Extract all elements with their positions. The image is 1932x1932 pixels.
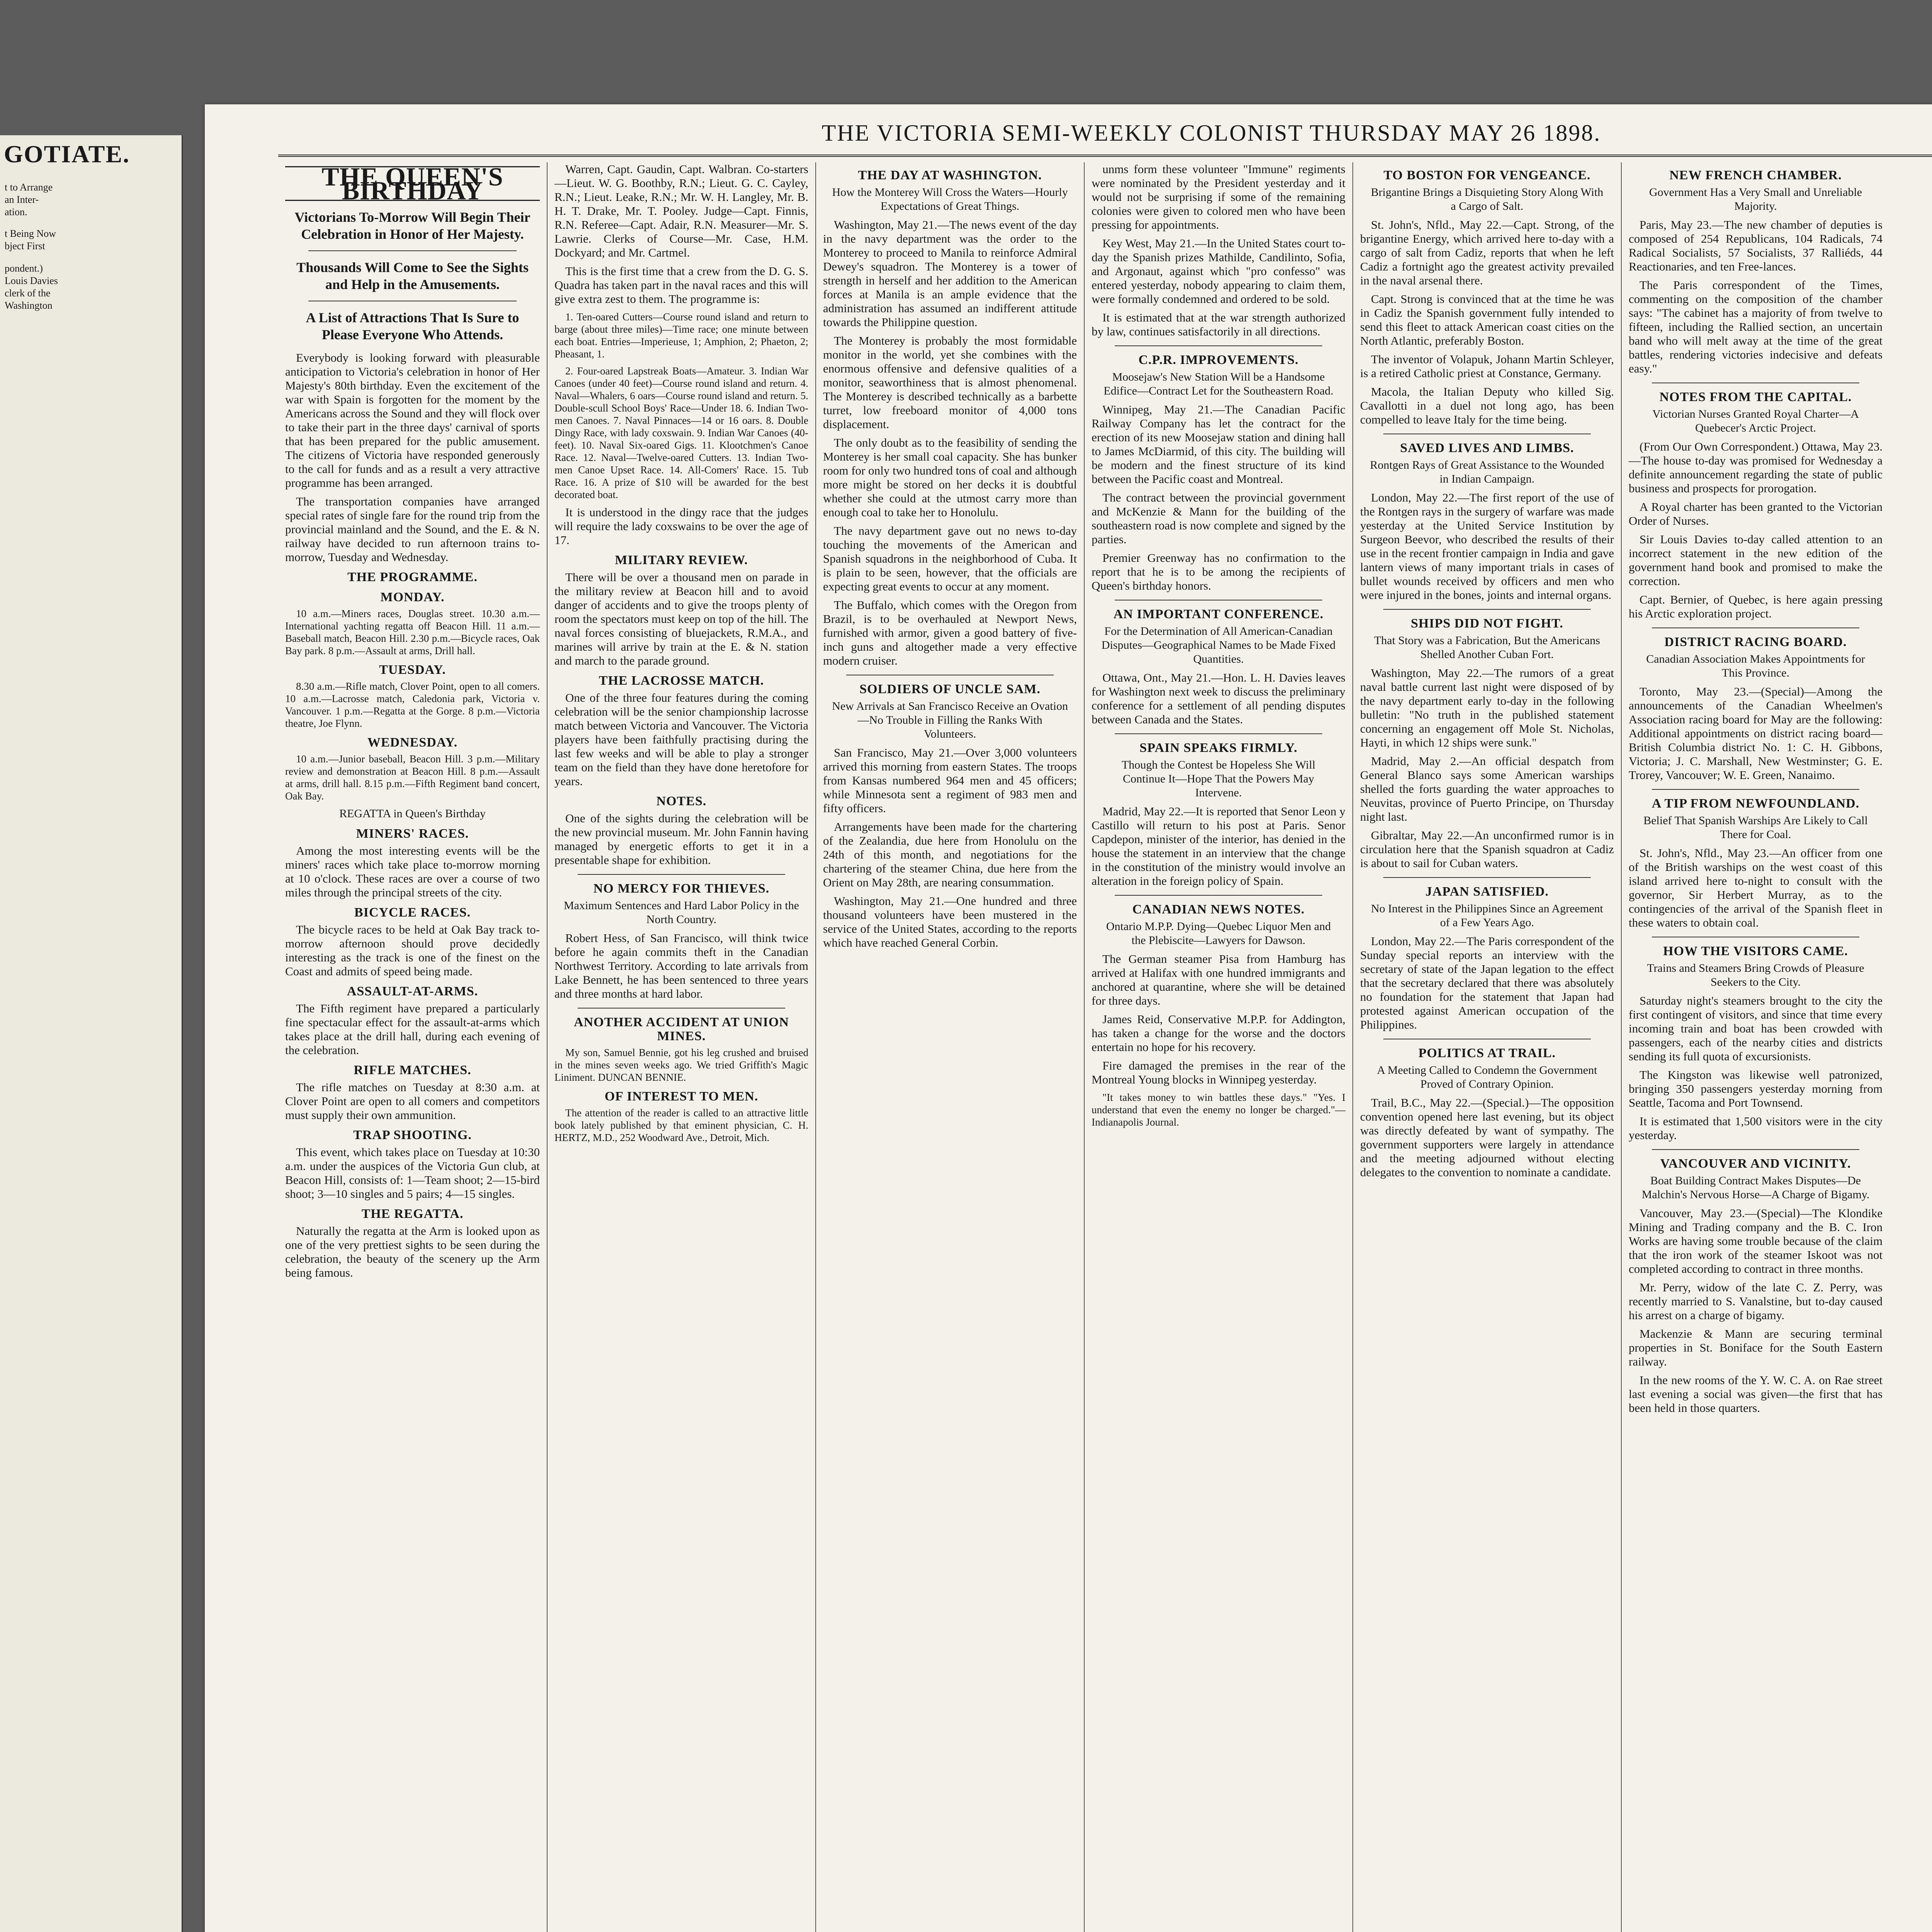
article-headline: SHIPS DID NOT FIGHT. xyxy=(1411,616,1563,631)
article-paragraph: (From Our Own Correspondent.) Ottawa, May 23.—The house to-day was promised for Wednesday a definite announcement regarding the state of public business and prospects for prorogation. xyxy=(1629,440,1883,495)
article-headline: SPAIN SPEAKS FIRMLY. xyxy=(1139,741,1298,755)
article-paragraph: Washington, May 22.—The rumors of a great naval battle current last night were disposed of by the navy department early to-day in the following bulletin: "No truth in the published statement concerning an engagement off Mole St. Nicholas, Hayti, in which 12 ships were sunk." xyxy=(1360,666,1614,749)
schedule-text: 8.30 a.m.—Rifle match, Clover Point, open to all comers. 10 a.m.—Lacrosse match, Caledonia park, Victoria v. Vancouver. 1 p.m.—Regatta at the Gorge. 8 p.m.—Victoria theatre, Joe Flynn. xyxy=(285,680,540,729)
article-subheadline: Government Has a Very Small and Unreliable Majority. xyxy=(1649,186,1862,213)
section-heading: MILITARY REVIEW. xyxy=(615,553,748,567)
article-subheadline: Ontario M.P.P. Dying—Quebec Liquor Men and the Plebiscite—Lawyers for Dawson. xyxy=(1106,920,1331,947)
race-list: 2. Four-oared Lapstreak Boats—Amateur. 3. Indian War Canoes (under 40 feet)—Course round island and return. 4. Naval—Whalers, 6 oars—Course round island and return. 5. Double-scull School Boys' Race—Under 18. 6. Indian Two-men Canoes. 7. Naval Pinnaces—14 or 16 oars. 8. Double Dingy Race, with lady coxswain. 9. Indian War Canoes (40-feet). 10. Naval Six-oared Gigs. 11. Klootchmen's Canoe Race. 12. Naval—Twelve-oared Cutters. 13. Indian Two-men Canoe Upset Race. 14. All-Comers' Race. 15. Tub Race. 16. A prize of $10 will be awarded for the best decorated boat. xyxy=(554,365,808,500)
divider xyxy=(1383,609,1591,610)
article-subheadline: No Interest in the Philippines Since an Agreement of a Few Years Ago. xyxy=(1371,902,1603,929)
race-list: 1. Ten-oared Cutters—Course round island and return to barge (about three miles)—Time race; one minute between each boat. Entries—Imperieuse, 1; Amphion, 2; Phaeton, 2; Pheasant, 1. xyxy=(554,311,808,360)
article-paragraph: The Fifth regiment have prepared a particularly fine spectacular effect for the assault-at-arms which takes place at the drill hall, during each evening of the celebration. xyxy=(285,1002,540,1057)
section-heading: TUESDAY. xyxy=(379,663,446,677)
article-paragraph: Among the most interesting events will be the miners' races which take place to-morrow morning at 10 o'clock. These races are over a course of two miles through the principal streets of the city. xyxy=(285,844,540,899)
schedule-text: 10 a.m.—Miners races, Douglas street. 10.30 a.m.—International yachting regatta off Beacon Hill. 11 a.m.—Baseball match, Beacon Hill. 2.30 p.m.—Bicycle races, Oak Bay park. 8 p.m.—Assault at arms, Drill hall. xyxy=(285,608,540,656)
article-headline: NOTES FROM THE CAPITAL. xyxy=(1659,390,1852,404)
article-paragraph: The navy department gave out no news to-day touching the movements of the American and Spanish squadrons in the neighborhood of Cuba. It is plain to be seen, however, that the officials are expecting great events to occur at any moment. xyxy=(823,524,1077,593)
article-headline: JAPAN SATISFIED. xyxy=(1425,884,1549,899)
article-paragraph: unms form these volunteer "Immune" regiments were nominated by the President yesterday and it would not be surprising if some of the remaining colonies were given to colored men who have been pressing for appointments. xyxy=(1092,162,1345,231)
adjacent-page-fragment xyxy=(0,135,183,1932)
section-heading: ASSAULT-AT-ARMS. xyxy=(347,984,478,998)
article-subheadline: Canadian Association Makes Appointments for This Province. xyxy=(1646,653,1865,679)
article-headline: AN IMPORTANT CONFERENCE. xyxy=(1113,607,1324,621)
article-paragraph: Capt. Strong is convinced that at the time he was in Cadiz the Spanish government fully intended to send this fleet to attack American coast cities on the North Atlantic, preferably Boston. xyxy=(1360,292,1614,347)
fragment-line: an Inter- xyxy=(5,194,39,205)
section-heading: THE LACROSSE MATCH. xyxy=(599,673,764,688)
article-paragraph: The bicycle races to be held at Oak Bay track to-morrow afternoon should prove decidedly interesting as the track is one of the finest on the Coast and admits of speed being made. xyxy=(285,923,540,978)
fragment-line: t Being Now xyxy=(5,228,56,239)
section-heading: THE REGATTA. xyxy=(361,1207,464,1221)
article-paragraph: London, May 22.—The Paris correspondent of the Sunday special reports an interview with the secretary of state of the Japan legation to the effect that the secretary declared that there was absolutely no foundation for the statement that Japan had protested against American occupation of the Philippines. xyxy=(1360,934,1614,1031)
schedule-text: 10 a.m.—Junior baseball, Beacon Hill. 3 p.m.—Military review and demonstration at Beacon Hill. 8 p.m.—Assault at arms, drill hall. 8.15 p.m.—Fifth Regiment band concert, Oak Bay. xyxy=(285,753,540,802)
article-paragraph: One of the three four features during the coming celebration will be the senior championship lacrosse match between Victoria and Vancouver. The Victoria players have been faithfully practising during the last few weeks and will be able to play a stronger team on the field than they have done heretofore for years. xyxy=(554,691,808,788)
article-paragraph: Saturday night's steamers brought to the city the first contingent of visitors, and since that time every incoming train and boat has been crowded with passengers, each of the nearby cities and districts sending its full quota of excursionists. xyxy=(1629,994,1883,1063)
advert-text: The attention of the reader is called to an attractive little book lately published by that eminent physician, C. H. HERTZ, M.D., 252 Woodward Ave., Detroit, Mich. xyxy=(554,1107,808,1143)
article-paragraph: Fire damaged the premises in the rear of the Montreal Young blocks in Winnipeg yesterday. xyxy=(1092,1059,1345,1086)
column-2 xyxy=(547,162,815,1932)
article-headline: CANADIAN NEWS NOTES. xyxy=(1132,902,1305,917)
article-deck: A List of Attractions That Is Sure to Please Everyone Who Attends. xyxy=(306,310,519,342)
article-paragraph: The inventor of Volapuk, Johann Martin Schleyer, is a retired Catholic priest at Constance, Germany. xyxy=(1360,352,1614,380)
article-paragraph: One of the sights during the celebration will be the new provincial museum. Mr. John Fannin having managed by energetic efforts to get it in a presentable shape for exhibition. xyxy=(554,811,808,867)
article-paragraph: Everybody is looking forward with pleasurable anticipation to Victoria's celebration in honor of Her Majesty's 80th birthday. Even the excitement of the war with Spain is forgotten for the moment by the Americans across the Sound and they will flock over to take their part in the three days' carnival of sports that has been prepared for the public amusement. The citizens of Victoria have responded generously to the call for funds and as a result a very attractive programme has been arranged. xyxy=(285,351,540,490)
article-subheadline: Rontgen Rays of Great Assistance to the Wounded in Indian Campaign. xyxy=(1370,459,1604,485)
article-subheadline: Brigantine Brings a Disquieting Story Along With a Cargo of Salt. xyxy=(1371,186,1604,213)
article-headline: SAVED LIVES AND LIMBS. xyxy=(1400,441,1574,455)
divider xyxy=(1652,789,1859,790)
article-paragraph: San Francisco, May 21.—Over 3,000 volunteers arrived this morning from eastern States. The troops from Kansas numbered 964 men and 45 officers; while Minnesota sent a regiment of 983 men and fifty officers. xyxy=(823,746,1077,815)
article-paragraph: Mr. Perry, widow of the late C. Z. Perry, was recently married to S. Vanalstine, but to-day caused his arrest on a charge of bigamy. xyxy=(1629,1281,1883,1322)
article-headline: HOW THE VISITORS CAME. xyxy=(1663,944,1848,958)
article-subheadline: Maximum Sentences and Hard Labor Policy in the North Country. xyxy=(563,899,799,926)
article-paragraph: Capt. Bernier, of Quebec, is here again pressing his Arctic exploration project. xyxy=(1629,593,1883,620)
section-heading: MONDAY. xyxy=(380,590,445,604)
filler-joke: "It takes money to win battles these days." "Yes. I understand that even the enemy no longer be charged."—Indianapolis Journal. xyxy=(1092,1092,1345,1128)
section-heading: BICYCLE RACES. xyxy=(354,905,471,920)
article-headline: NO MERCY FOR THIEVES. xyxy=(593,881,770,896)
fragment-line: clerk of the xyxy=(5,287,51,299)
article-paragraph: Ottawa, Ont., May 21.—Hon. L. H. Davies leaves for Washington next week to discuss the preliminary conference for a settlement of all pending disputes between Canada and the States. xyxy=(1092,671,1345,726)
article-paragraph: There will be over a thousand men on parade in the military review at Beacon hill and to avoid danger of accidents and to give the troops plenty of room the spectators must keep on top of the hill. The naval forces consisting of bluejackets, R.M.A., and marines will arrive by train at the E. & N. station and march to the parade ground. xyxy=(554,570,808,667)
article-subheadline: Moosejaw's New Station Will be a Handsome Edifice—Contract Let for the Southeastern Road. xyxy=(1104,371,1333,397)
article-subheadline: Trains and Steamers Bring Crowds of Pleasure Seekers to the City. xyxy=(1647,962,1864,988)
column-5 xyxy=(1352,162,1621,1932)
adjacent-page-headline: GOTIATE. xyxy=(4,140,130,168)
fragment-line: t to Arrange xyxy=(5,182,53,193)
article-paragraph: It is estimated that 1,500 visitors were in the city yesterday. xyxy=(1629,1114,1883,1142)
section-subheading: REGATTA in Queen's Birthday xyxy=(339,807,486,820)
article-paragraph: In the new rooms of the Y. W. C. A. on Rae street last evening a social was given—the first that has been held in those quarters. xyxy=(1629,1373,1883,1415)
article-paragraph: Sir Louis Davies to-day called attention to an incorrect statement in the new edition of the government hand book and promised to make the correction. xyxy=(1629,532,1883,588)
article-paragraph: Arrangements have been made for the chartering of the Zealandia, due here from Honolulu on the 24th of this month, and negotiations for the chartering of the steamer China, due here from the Orient on May 28th, are nearing consummation. xyxy=(823,820,1077,889)
article-headline: A TIP FROM NEWFOUNDLAND. xyxy=(1651,796,1860,811)
article-subheadline: For the Determination of All American-Canadian Disputes—Geographical Names to be Made Fixed Quantities. xyxy=(1101,625,1336,665)
article-paragraph: This is the first time that a crew from the D. G. S. Quadra has taken part in the naval races and this will give extra zest to them. The programme is: xyxy=(554,264,808,306)
queens-birthday-headline: THE QUEEN'S BIRTHDAY xyxy=(285,166,540,201)
article-headline: TO BOSTON FOR VENGEANCE. xyxy=(1383,168,1591,182)
article-paragraph: Warren, Capt. Gaudin, Capt. Walbran. Co-starters—Lieut. W. G. Boothby, R.N.; Lieut. G. C. Cayley, R.N.; Lieut. Leake, R.N.; Mr. W. H. Langley, Mr. B. H. T. Drake, Mr. T. Pooley. Judge—Capt. Finnis, R.N. Referee—Capt. Adair, R.N. Measurer—Mr. S. Lawrie. Clerks of Course—Mr. Case, H.M. Dockyard; and Mr. Cartmel. xyxy=(554,162,808,259)
article-paragraph: Mackenzie & Mann are securing terminal properties in St. Boniface for the South Eastern railway. xyxy=(1629,1327,1883,1368)
article-headline: POLITICS AT TRAIL. xyxy=(1418,1046,1556,1060)
advert-headline: ANOTHER ACCIDENT AT UNION MINES. xyxy=(574,1015,789,1043)
article-subheadline: Victorian Nurses Granted Royal Charter—A Quebecer's Arctic Project. xyxy=(1652,408,1859,434)
article-paragraph: Naturally the regatta at the Arm is looked upon as one of the very prettiest sights to be seen during the celebration, the beauty of the scenery up the Arm being famous. xyxy=(285,1224,540,1279)
article-subheadline: That Story was a Fabrication, But the Americans Shelled Another Cuban Fort. xyxy=(1374,634,1600,661)
article-headline: VANCOUVER AND VICINITY. xyxy=(1660,1156,1851,1171)
article-paragraph: Key West, May 21.—In the United States court to-day the Spanish prizes Mathilde, Candilinto, Sofia, and Argonaut, against which "pro confesso" was entered yesterday, nobody appearing to claim them, were formally condemned and ordered to be sold. xyxy=(1092,236,1345,306)
section-heading: WEDNESDAY. xyxy=(367,735,458,750)
article-paragraph: The Paris correspondent of the Times, commenting on the composition of the chamber says: "The cabinet has a majority of from twelve to fifteen, including the Rallied section, an uncertain band who will melt away at the time of the great battles, rendering victories indecisive and defeats easy." xyxy=(1629,278,1883,375)
article-paragraph: The Monterey is probably the most formidable monitor in the world, yet she combines with the enormous offensive and defensive qualities of a monitor, seaworthiness that is almost phenomenal. The Monterey is described technically as a barbette turret, low freeboard monitor of 4,000 tons displacement. xyxy=(823,334,1077,431)
article-deck: Thousands Will Come to See the Sights and Help in the Amusements. xyxy=(296,260,529,292)
article-paragraph: Madrid, May 2.—An official despatch from General Blanco says some American warships shelled the forts guarding the water approaches to Neuvitas, province of Puerto Principe, on Thursday night last. xyxy=(1360,754,1614,823)
article-subheadline: New Arrivals at San Francisco Receive an Ovation—No Trouble in Filling the Ranks With Volunteers. xyxy=(832,700,1068,740)
divider xyxy=(1383,877,1591,878)
article-paragraph: Toronto, May 23.—(Special)—Among the announcements of the Canadian Wheelmen's Association racing board for May are the following: Additional appointments on district racing board—British Columbia district No. 1: C. H. Gibbons, Victoria; J. C. Marshall, New Westminster; G. E. Trorey, Vancouver; W. E. Green, Nanaimo. xyxy=(1629,685,1883,782)
article-headline: NEW FRENCH CHAMBER. xyxy=(1669,168,1842,182)
section-heading: THE PROGRAMME. xyxy=(347,570,478,584)
divider xyxy=(1652,1149,1859,1150)
divider xyxy=(578,1008,785,1009)
article-paragraph: Washington, May 21.—The news event of the day in the navy department was the order to the Monterey to proceed to Manila to reinforce Admiral Dewey's squadron. The Monterey is a tower of strength in herself and her addition to the American forces at Manila is an ample evidence that the administration has assumed an indifferent attitude towards the Philippine question. xyxy=(823,218,1077,329)
section-heading: TRAP SHOOTING. xyxy=(353,1128,472,1142)
article-paragraph: The Kingston was likewise well patronized, bringing 350 passengers yesterday morning from Seattle, Tacoma and Port Townsend. xyxy=(1629,1068,1883,1109)
article-subheadline: A Meeting Called to Condemn the Government Proved of Contrary Opinion. xyxy=(1377,1064,1597,1090)
fragment-line: Washington xyxy=(5,300,53,311)
newspaper-page xyxy=(205,104,1932,1932)
article-paragraph: Gibraltar, May 22.—An unconfirmed rumor is in circulation here that the Spanish squadron at Cadiz is about to sail for Cuban waters. xyxy=(1360,828,1614,870)
article-paragraph: Paris, May 23.—The new chamber of deputies is composed of 254 Republicans, 104 Radicals, 74 Radical Socialists, 57 Socialists, 37 Ralliéds, 44 Reactionaries, and ten Free-lances. xyxy=(1629,218,1883,273)
divider xyxy=(1115,733,1322,734)
article-headline: SOLDIERS OF UNCLE SAM. xyxy=(859,682,1041,696)
fragment-line: ation. xyxy=(5,206,27,218)
section-heading: MINERS' RACES. xyxy=(356,827,469,841)
article-paragraph: It is estimated that at the war strength authorized by law, continues satisfactorily in all directions. xyxy=(1092,311,1345,338)
masthead-title: THE VICTORIA SEMI-WEEKLY COLONIST THURSDAY MAY 26 1898. xyxy=(821,120,1601,146)
column-4 xyxy=(1084,162,1352,1932)
fragment-line: Louis Davies xyxy=(5,275,58,286)
column-3 xyxy=(815,162,1084,1932)
advert-headline: OF INTEREST TO MEN. xyxy=(604,1089,759,1104)
article-headline: C.P.R. IMPROVEMENTS. xyxy=(1138,353,1299,367)
article-paragraph: Madrid, May 22.—It is reported that Senor Leon y Castillo will return to his post at Paris. Senor Capdepon, minister of the interior, has denied in the house the statement in an interview that the change in the constitution of the ministry would involve an alteration in the foreign policy of Spain. xyxy=(1092,804,1345,888)
article-subheadline: Though the Contest be Hopeless She Will Continue It—Hope That the Powers May Intervene. xyxy=(1121,759,1316,799)
article-paragraph: Vancouver, May 23.—(Special)—The Klondike Mining and Trading company and the B. C. Iron Works are having some trouble because of the claim that the iron work of the steamer Iskoot was not completed according to contract in three months. xyxy=(1629,1206,1883,1276)
column-6 xyxy=(1621,162,1889,1932)
fragment-line: bject First xyxy=(5,240,45,252)
article-paragraph: The transportation companies have arranged special rates of single fare for the round trip from the provincial mainland and the Sound, and the E. & N. railway have decided to run afternoon trains to-morrow, Tuesday and Wednesday. xyxy=(285,495,540,564)
article-paragraph: St. John's, Nfld., May 23.—An officer from one of the British warships on the west coast of this island arrived here to-night to consult with the governor, Sir Herbert Murray, as to the contingencies of the arrival of the Spanish fleet in these waters to obtain coal. xyxy=(1629,846,1883,929)
article-paragraph: The German steamer Pisa from Hamburg has arrived at Halifax with one hundred immigrants and anchored at quarantine, where she will be detained for three days. xyxy=(1092,952,1345,1007)
article-paragraph: The only doubt as to the feasibility of sending the Monterey is her small coal capacity. She has bunker room for only two hundred tons of coal and although more might be stored on her decks it is doubtful whether she could at the utmost carry more than enough coal to take her to Honolulu. xyxy=(823,436,1077,519)
article-deck: Victorians To-Morrow Will Begin Their Celebration in Honor of Her Majesty. xyxy=(294,209,531,242)
article-paragraph: Robert Hess, of San Francisco, will think twice before he again commits theft in the Canadian Northwest Territory. According to late arrivals from Lake Bennett, he has been sentenced to three years and three months at hard labor. xyxy=(554,931,808,1000)
article-paragraph: Macola, the Italian Deputy who killed Sig. Cavallotti in a duel not long ago, has been compelled to leave Italy for the time being. xyxy=(1360,385,1614,426)
divider xyxy=(578,874,785,875)
masthead xyxy=(278,120,1932,157)
article-paragraph: It is understood in the dingy race that the judges will require the lady coxswains to be over the age of 17. xyxy=(554,505,808,547)
article-subheadline: How the Monterey Will Cross the Waters—Hourly Expectations of Great Things. xyxy=(832,186,1068,213)
article-paragraph: James Reid, Conservative M.P.P. for Addington, has taken a change for the worse and the doctors entertain no hope for his recovery. xyxy=(1092,1012,1345,1054)
article-subheadline: Boat Building Contract Makes Disputes—De Malchin's Nervous Horse—A Charge of Bigamy. xyxy=(1641,1174,1870,1201)
article-paragraph: This event, which takes place on Tuesday at 10:30 a.m. under the auspices of the Victoria Gun club, at Beacon Hill, consists of: 1—Team shoot; 2—15-bird shoot; 3—10 singles and 5 pairs; 4—15 singles. xyxy=(285,1145,540,1201)
article-paragraph: The rifle matches on Tuesday at 8:30 a.m. at Clover Point are open to all comers and competitors must supply their own ammunition. xyxy=(285,1080,540,1122)
divider xyxy=(1115,895,1322,896)
divider xyxy=(308,250,517,251)
article-paragraph: Trail, B.C., May 22.—(Special.)—The opposition convention opened here last evening, but its object was directly defeated by want of sympathy. The government supporters were largely in attendance and the meeting adjourned without electing delegates to the convention to nominate a candidate. xyxy=(1360,1096,1614,1179)
article-headline: THE DAY AT WASHINGTON. xyxy=(858,168,1042,182)
article-headline: DISTRICT RACING BOARD. xyxy=(1664,635,1847,649)
divider xyxy=(1115,345,1322,346)
advert-text: My son, Samuel Bennie, got his leg crushed and bruised in the mines seven weeks ago. We tried Griffith's Magic Liniment. DUNCAN BENNIE. xyxy=(554,1047,808,1083)
section-heading: RIFLE MATCHES. xyxy=(354,1063,471,1077)
column-1 xyxy=(278,162,547,1932)
article-subheadline: Belief That Spanish Warships Are Likely to Call There for Coal. xyxy=(1643,814,1868,841)
article-paragraph: London, May 22.—The first report of the use of the Rontgen rays in the surgery of warfare was made yesterday at the United Service Institution by Surgeon Beevor, who described the results of their use in the recent frontier campaign in India and gave lantern views of many important trials in cases of bullet wounds received by officers and men who were injured in the bones, joints and internal organs. xyxy=(1360,491,1614,602)
article-paragraph: Washington, May 21.—One hundred and three thousand volunteers have been mustered in the service of the United States, according to the reports which have reached General Corbin. xyxy=(823,894,1077,949)
article-paragraph: The Buffalo, which comes with the Oregon from Brazil, is to be overhauled at Newport News, furnished with armor, given a good battery of five-inch guns and altogether made a very effective modern cruiser. xyxy=(823,598,1077,667)
fragment-line: pondent.) xyxy=(5,263,43,274)
section-heading: NOTES. xyxy=(656,794,707,808)
article-paragraph: Premier Greenway has no confirmation to the report that he is to be among the recipients of Queen's birthday honors. xyxy=(1092,551,1345,592)
article-paragraph: A Royal charter has been granted to the Victorian Order of Nurses. xyxy=(1629,500,1883,527)
article-paragraph: Winnipeg, May 21.—The Canadian Pacific Railway Company has let the contract for the erection of its new Moosejaw station and dining hall to James McDiarmid, of this city. The building will be modern and the finest structure of its kind between the Pacific coast and Montreal. xyxy=(1092,403,1345,486)
article-paragraph: St. John's, Nfld., May 22.—Capt. Strong, of the brigantine Energy, which arrived here to-day with a cargo of salt from Cadiz, reports that when he left Cadiz a fortnight ago the greatest activity prevailed in the naval arsenal there. xyxy=(1360,218,1614,287)
article-paragraph: The contract between the provincial government and McKenzie & Mann for the building of the southeastern road is now complete and signed by the parties. xyxy=(1092,491,1345,546)
